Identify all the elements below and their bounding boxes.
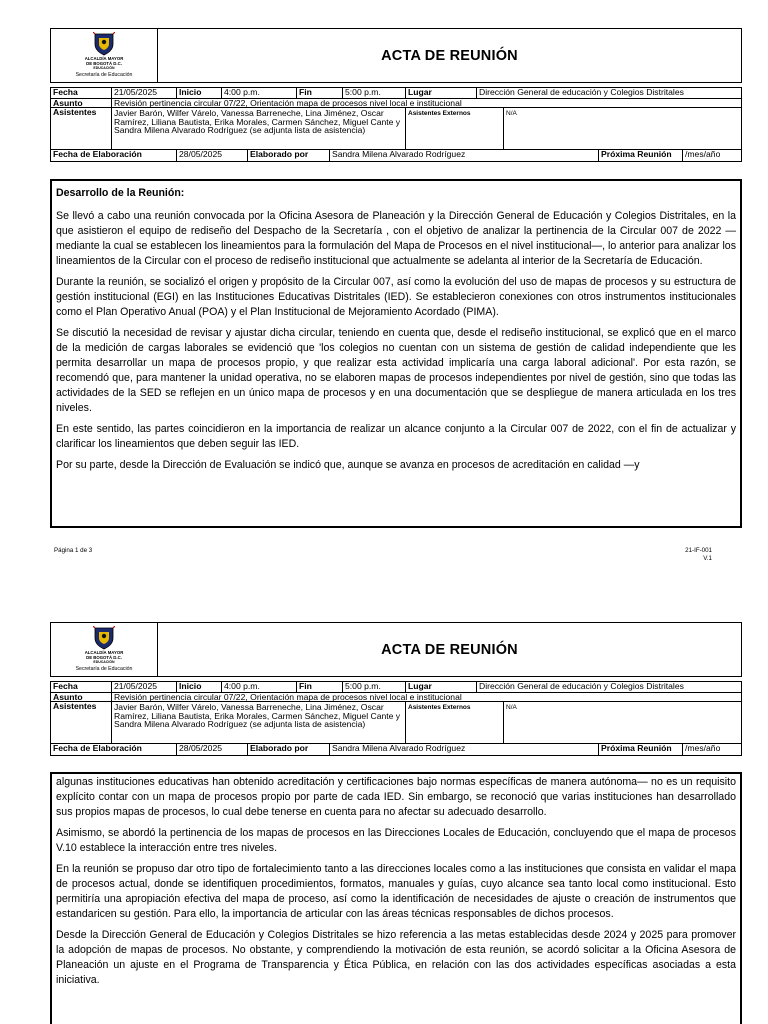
logo-line-1: ALCALDÍA MAYOR <box>84 650 124 655</box>
fin-value: 5:00 p.m. <box>343 88 406 98</box>
paragraph: Asimismo, se abordó la pertinencia de los mapas de procesos en las Direcciones Locales de Educación, concluyendo que el mapa de procesos V.10 establece la interacción entre tres niveles. <box>56 827 736 854</box>
coat-of-arms-icon <box>93 626 115 650</box>
logo-line-1: ALCALDÍA MAYOR <box>84 56 124 61</box>
asistentes-value: Javier Barón, Wilfer Várelo, Vanessa Barreneche, Lina Jiménez, Oscar Ramírez, Liliana Bautista, Erika Morales, Carmen Sánchez, Miguel Cante y Sandra Milena Alvarado Rodríguez (se adjunta lista de asistencia) <box>112 702 406 743</box>
lugar-label: Lugar <box>406 682 477 692</box>
logo-line-4: Secretaría de Educación <box>75 72 133 78</box>
meta-table <box>50 681 742 756</box>
elaboracion-label: Fecha de Elaboración <box>51 744 177 755</box>
paragraph: Desde la Dirección General de Educación y Colegios Distritales se hizo referencia a las metas establecidas desde 2024 y 2025 para promover la adopción de mapas de procesos. No obstante, y comprendiendo la motivación de esta reunión, se acordó solicitar a la Oficina Asesora de Planeación un ajuste en el Programa de Transparencia y Ética Pública, en relación con las dos actividades específicas asociadas a esta iniciativa. <box>56 929 736 986</box>
lugar-value: Dirección General de educación y Colegios Distritales <box>479 88 684 97</box>
logo-line-2: DE BOGOTÁ D.C. <box>86 655 122 660</box>
elaboracion-value: 28/05/2025 <box>177 744 248 755</box>
externos-value: N/A <box>506 704 517 711</box>
section-heading: Desarrollo de la Reunión: <box>56 187 185 199</box>
meta-row-fecha <box>51 682 741 693</box>
document-title: ACTA DE REUNIÓN <box>381 47 518 64</box>
logo-line-2: DE BOGOTÁ D.C. <box>86 61 122 66</box>
meta-table <box>50 87 742 162</box>
paragraph: Se discutió la necesidad de revisar y ajustar dicha circular, teniendo en cuenta que, desde el rediseño institucional, se explicó que en el marco de la medición de cargas laborales se evidenció que 'los colegios no cuentan con un sistema de gestión de calidad independiente que les permita desarrollar un mapa de procesos propio, y que realizar esta actividad implicaría una carga laboral adicional'. Por esta razón, se recomendó que, para mantener la unidad operativa, no se elaboren mapas de procesos independientes por nivel de gestión, sino que todas las actividades de la SED se reflejen en un único mapa de procesos y en una documentación que se despliegue de manera articulada en los tres niveles. <box>56 327 736 414</box>
asunto-value: Revisión pertinencia circular 07/22, Orientación mapa de procesos nivel local e institucional <box>114 99 462 107</box>
elaborado-value: Sandra Milena Alvarado Rodríguez <box>330 150 599 161</box>
inicio-label: Inicio <box>177 88 222 98</box>
meta-row-asistentes <box>51 702 741 744</box>
lugar-value: Dirección General de educación y Colegios Distritales <box>479 682 684 691</box>
logo-line-4: Secretaría de Educación <box>75 666 133 672</box>
meta-row-elaboracion <box>51 744 741 755</box>
lugar-label: Lugar <box>406 88 477 98</box>
inicio-value: 4:00 p.m. <box>222 682 297 692</box>
elaborado-value: Sandra Milena Alvarado Rodríguez <box>330 744 599 755</box>
meta-row-asunto <box>51 99 741 108</box>
fin-label: Fin <box>297 88 343 98</box>
page-number: Página 1 de 3 <box>54 547 93 554</box>
fecha-value: 21/05/2025 <box>112 682 177 692</box>
coat-of-arms-icon <box>93 32 115 56</box>
fecha-value: 21/05/2025 <box>112 88 177 98</box>
externos-value: N/A <box>506 110 517 117</box>
asunto-value: Revisión pertinencia circular 07/22, Orientación mapa de procesos nivel local e institucional <box>114 693 462 701</box>
asunto-label: Asunto <box>51 99 112 107</box>
elaborado-label: Elaborado por <box>248 150 330 161</box>
paragraph: En la reunión se propuso dar otro tipo de fortalecimiento tanto a las direcciones locales como a las instituciones que consista en validar el mapa de procesos actual, donde se identifiquen procedimientos, formatos, manuales y guías, cuyo alcance sea tanto local como institucional. Esto permitiría una apropiación efectiva del mapa de proceso, así como la identificación de necesidades de ajuste o creación de instrumentos que estandaricen su gestión. Para ello, la importancia de articular con las áreas técnicas responsables de dichos procesos. <box>56 863 736 920</box>
meeting-body-page-1 <box>50 179 742 528</box>
meta-row-fecha <box>51 88 741 99</box>
fecha-label: Fecha <box>51 88 112 98</box>
document-code <box>685 547 712 563</box>
meeting-body-page-2 <box>50 772 742 1024</box>
asistentes-value: Javier Barón, Wilfer Várelo, Vanessa Barreneche, Lina Jiménez, Oscar Ramírez, Liliana Bautista, Erika Morales, Carmen Sánchez, Miguel Cante y Sandra Milena Alvarado Rodríguez (se adjunta lista de asistencia) <box>112 108 406 149</box>
logo-line-3: EDUCACIÓN <box>93 660 115 664</box>
document-header <box>50 622 742 677</box>
meta-row-asistentes <box>51 108 741 150</box>
elaboracion-label: Fecha de Elaboración <box>51 150 177 161</box>
externos-label: Asistentes Externos <box>406 108 504 149</box>
asunto-label: Asunto <box>51 693 112 701</box>
proxima-value: /mes/año <box>685 150 721 159</box>
externos-label: Asistentes Externos <box>406 702 504 743</box>
paragraph: algunas instituciones educativas han obtenido acreditación y certificaciones bajo normas específicas de manera autónoma— no es un requisito explícito contar con un mapa de procesos propio por parte de cada IED. Sin embargo, se reconoció que varias instituciones han desarrollado sus propios mapas de procesos, lo cual debe tenerse en cuenta para no afectar su adecuado desarrollo. <box>56 776 736 818</box>
paragraph: Se llevó a cabo una reunión convocada por la Oficina Asesora de Planeación y la Dirección General de Educación y Colegios Distritales, en la que asistieron el equipo de rediseño del Despacho de la Secretaría , con el objetivo de analizar la pertinencia de la Circular 007 de 2022 —mediante la cual se establecen los lineamientos para la formulación del Mapa de Procesos en el nivel institucional—, lo anterior para analizar los lineamientos de la Circular con el proceso de rediseño institucional que actualmente se adelanta al interior de la Secretaría de Educación. <box>56 210 736 267</box>
proxima-label: Próxima Reunión <box>599 744 683 755</box>
inicio-label: Inicio <box>177 682 222 692</box>
meta-row-elaboracion <box>51 150 741 161</box>
fin-value: 5:00 p.m. <box>343 682 406 692</box>
asistentes-label: Asistentes <box>51 702 112 743</box>
form-code: 21-IF-001 <box>685 547 712 554</box>
proxima-value: /mes/año <box>685 744 721 753</box>
logo <box>51 29 158 82</box>
paragraph: En este sentido, las partes coincidieron en la importancia de realizar un alcance conjunto a la Circular 007 de 2022, con el fin de actualizar y clarificar los lineamientos que deben seguir las IED. <box>56 423 736 450</box>
proxima-label: Próxima Reunión <box>599 150 683 161</box>
document-title: ACTA DE REUNIÓN <box>381 641 518 658</box>
elaboracion-value: 28/05/2025 <box>177 150 248 161</box>
fin-label: Fin <box>297 682 343 692</box>
fecha-label: Fecha <box>51 682 112 692</box>
paragraph: Por su parte, desde la Dirección de Evaluación se indicó que, aunque se avanza en procesos de acreditación en calidad —y <box>56 459 640 471</box>
form-version: V.1 <box>703 555 712 562</box>
document-header <box>50 28 742 83</box>
logo <box>51 623 158 676</box>
asistentes-label: Asistentes <box>51 108 112 149</box>
page-2 <box>0 596 768 1024</box>
meta-row-asunto <box>51 693 741 702</box>
paragraph: Durante la reunión, se socializó el origen y propósito de la Circular 007, así como la evolución del uso de mapas de procesos y su estructura de gestión institucional (EGI) en las Instituciones Educativas Distritales (IED). Se establecieron conexiones con otros instrumentos institucionales como el Plan Operativo Anual (POA) y el Plan Institucional de Mejoramiento Acordado (PIMA). <box>56 276 736 318</box>
elaborado-label: Elaborado por <box>248 744 330 755</box>
inicio-value: 4:00 p.m. <box>222 88 297 98</box>
logo-line-3: EDUCACIÓN <box>93 66 115 70</box>
